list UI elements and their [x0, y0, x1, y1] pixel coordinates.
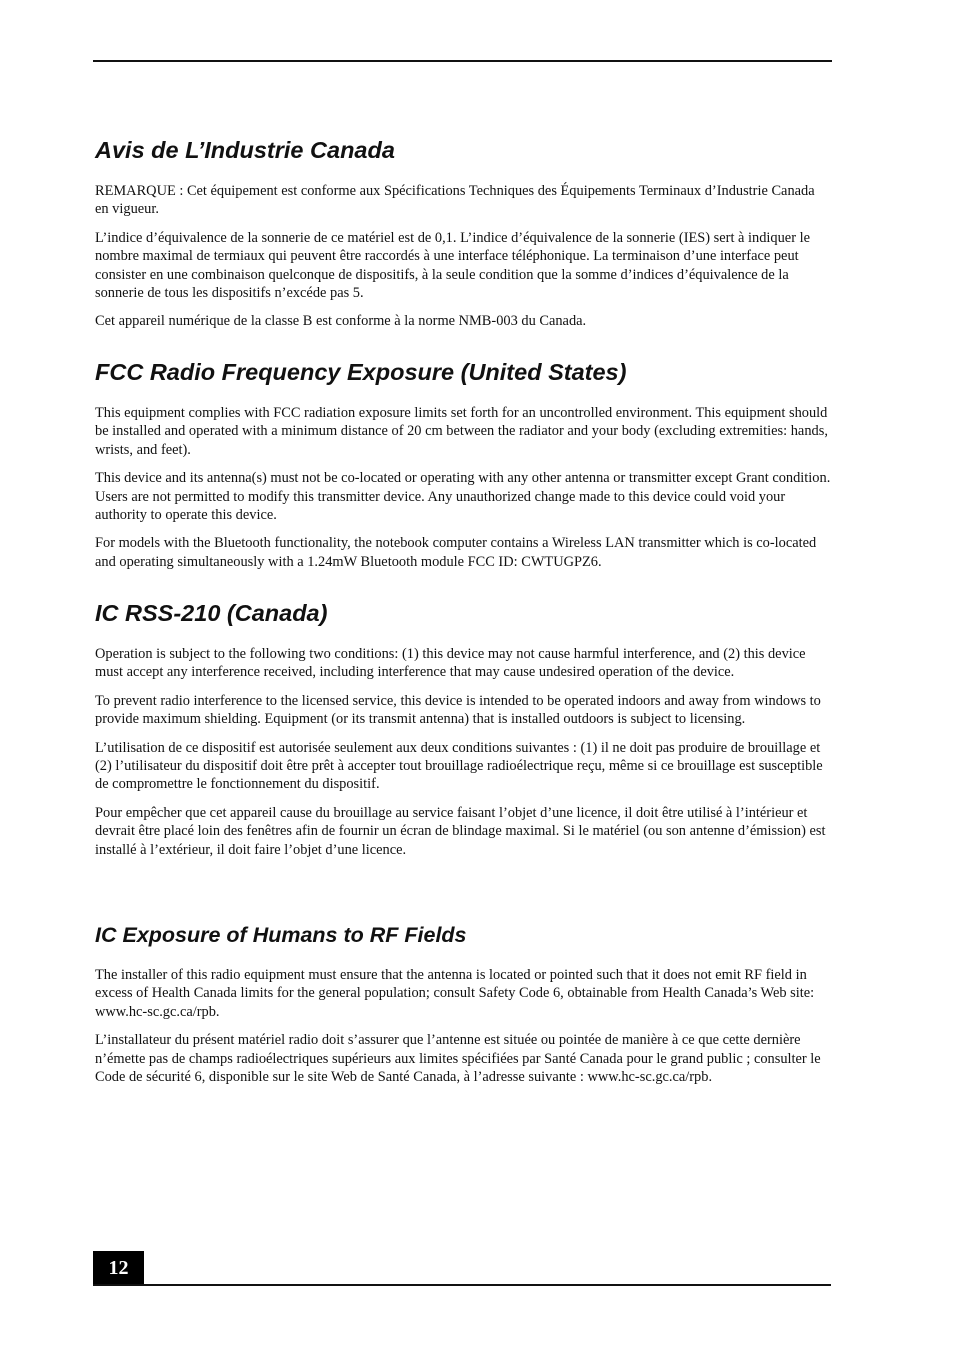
- section-avis-industrie-canada: [95, 136, 831, 331]
- paragraph: L’indice d’équivalence de la sonnerie de ce matériel est de 0,1. L’indice d’équivalence de la sonnerie (IES) sert à indiquer le nombre maximal de termiaux qui peuvent être raccordés à une interface téléphonique. La terminaison d’une interface peut consister en une combinaison quelconque de dispositifs, à la seule condition que la somme d’indices d’équivalence de la sonnerie de tous les dispositifs n’excéde pas 5.: [95, 229, 810, 302]
- section-fcc-rf-exposure: [95, 358, 831, 571]
- paragraph: This device and its antenna(s) must not be co-located or operating with any other antenna or transmitter except Grant condition. Users are not permitted to modify this transmitter device. Any unauthorized change made to this device could void your authority to operate this device.: [95, 470, 831, 524]
- paragraph: To prevent radio interference to the licensed service, this device is intended to be operated indoors and away from windows to provide maximum shielding. Equipment (or its transmit antenna) that is installed outdoors is subject to licensing.: [95, 692, 821, 728]
- paragraph: For models with the Bluetooth functionality, the notebook computer contains a Wireless LAN transmitter which is co-located and operating simultaneously with a 1.24mW Bluetooth module FCC ID: CWTUGPZ6.: [95, 535, 817, 570]
- paragraph: Operation is subject to the following two conditions: (1) this device may not cause harmful interference, and (2) this device must accept any interference received, including interference that may cause undesired operation of the device.: [95, 646, 806, 681]
- paragraph: L’utilisation de ce dispositif est autorisée seulement aux deux conditions suivantes : (1) il ne doit pas produire de brouillage et (2) l’utilisateur du dispositif doit être prêt à accepter tout brouillage radioélectrique reçu, même si ce brouillage est susceptible de compromettre le fonctionnement du dispositif.: [95, 739, 823, 793]
- paragraph: This equipment complies with FCC radiation exposure limits set forth for an uncontrolled environment. This equipment should be installed and operated with a minimum distance of 20 cm between the radiator and your body (excluding extremities: hands, wrists, and feet).: [95, 405, 828, 458]
- section-heading: IC RSS-210 (Canada): [95, 600, 328, 626]
- paragraph: REMARQUE : Cet équipement est conforme aux Spécifications Techniques des Équipements Terminaux d’Industrie Canada en vigueur.: [95, 183, 815, 218]
- paragraph: The installer of this radio equipment must ensure that the antenna is located or pointed such that it does not emit RF field in excess of Health Canada limits for the general population; consult Safety Code 6, obtainable from Health Canada’s Web site: www.hc-sc.gc.ca/rpb.: [95, 967, 815, 1020]
- paragraph: Cet appareil numérique de la classe B est conforme à la norme NMB-003 du Canada.: [95, 313, 587, 330]
- section-heading: FCC Radio Frequency Exposure (United States): [95, 359, 627, 385]
- paragraph: Pour empêcher que cet appareil cause du brouillage au service faisant l’objet d’une licence, il doit être utilisé à l’intérieur et devrait être placé loin des fenêtres afin de fournir un écran de blindage maximal. Si le matériel (ou son antenne d’émission) est installé à l’extérieur, il doit faire l’objet d’une licence.: [95, 804, 826, 858]
- page-number: 12: [93, 1251, 144, 1286]
- paragraph: L’installateur du présent matériel radio doit s’assurer que l’antenne est située ou pointée de manière à ce que cette dernière n’émette pas de champs radioélectriques supérieurs aux limites spécifiées par Santé Canada pour le grand public ; consulter le Code de sécurité 6, disponible sur le site Web de Santé Canada, à l’adresse suivante : www.hc-sc.gc.ca/rpb.: [95, 1032, 821, 1086]
- section-heading: Avis de L’Industrie Canada: [95, 137, 395, 163]
- header-rule: [93, 60, 832, 62]
- section-heading: IC Exposure of Humans to RF Fields: [95, 923, 467, 947]
- section-ic-exposure-rf: [95, 921, 831, 1086]
- section-ic-rss-210: [95, 599, 831, 859]
- footer-rule: [93, 1284, 831, 1286]
